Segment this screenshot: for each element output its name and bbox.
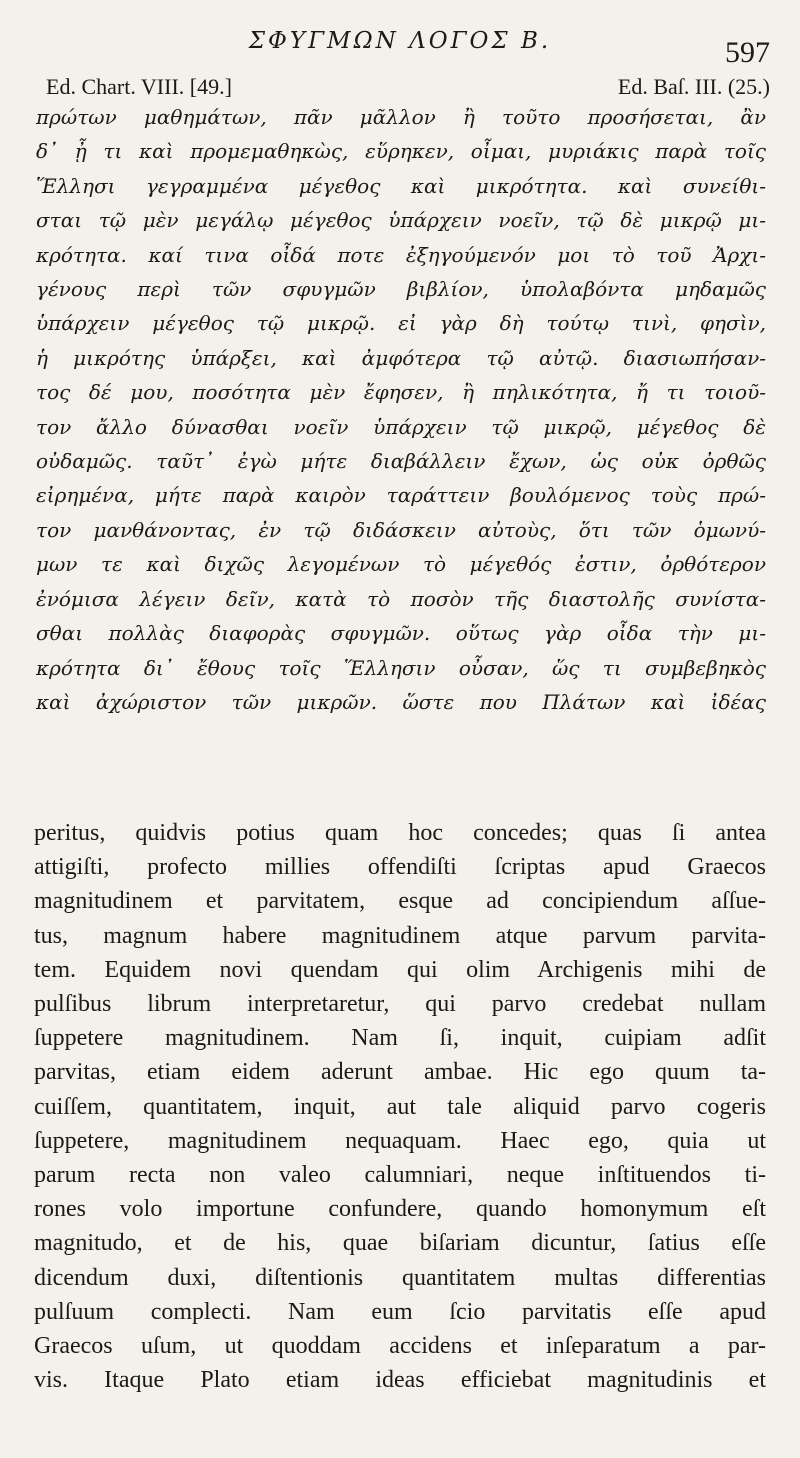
greek-line: ἐνόμισα λέγειν δεῖν, κατὰ τὸ ποσὸν τῆς διαστολῆς συνίστα- — [36, 586, 766, 611]
latin-line: pulſuum complecti. Nam eum ſcio parvitatis eſſe apud — [34, 1298, 766, 1325]
greek-line: τον μανθάνοντας, ἐν τῷ διδάσκειν αὐτοὺς, ὅτι τῶν ὁμωνύ- — [36, 517, 766, 542]
greek-line: εἰρημένα, μήτε παρὰ καιρὸν ταράττειν βουλόμενος τοὺς πρώ- — [36, 483, 766, 508]
latin-line: rones volo importune confundere, quando homonymum eſt — [34, 1196, 766, 1223]
latin-line: dicendum duxi, diſtentionis quantitatem multas differentias — [34, 1264, 766, 1291]
latin-line: parum recta non valeo calumniari, neque inſtituendos ti- — [34, 1162, 766, 1189]
greek-line: Ἕλλησι γεγραμμένα μέγεθος καὶ μικρότητα. καὶ συνείθι- — [36, 173, 766, 198]
greek-line: πρώτων μαθημάτων, πᾶν μᾶλλον ἢ τοῦτο προσήσεται, ἂν — [36, 105, 766, 129]
latin-line: attigiſti, profecto millies offendiſti ſcriptas apud Graecos — [34, 854, 766, 881]
latin-line: pulſibus librum interpretaretur, qui parvo credebat nullam — [34, 991, 766, 1018]
greek-line: κρότητα δι᾽ ἔθους τοῖς Ἕλλησιν οὖσαν, ὥς τι συμβεβηκὸς — [36, 655, 766, 680]
edition-reference-right: Ed. Baſ. III. (25.) — [617, 74, 770, 99]
greek-line: οὐδαμῶς. ταῦτ᾽ ἐγὼ μήτε διαβάλλειν ἔχων, ὡς οὐκ ὀρθῶς — [36, 449, 766, 474]
latin-line: magnitudinem et parvitatem, esque ad concipiendum aſſue- — [34, 888, 766, 915]
latin-line: peritus, quidvis potius quam hoc concedes; quas ſi antea — [34, 820, 766, 846]
latin-line: Graecos uſum, ut quoddam accidens et inſeparatum a par- — [34, 1333, 766, 1360]
latin-line: ſuppetere, magnitudinem nequaquam. Haec ego, quia ut — [34, 1127, 766, 1154]
greek-line: σται τῷ μὲν μεγάλῳ μέγεθος ὑπάρχειν νοεῖν, τῷ δὲ μικρῷ μι- — [36, 208, 766, 233]
greek-line: δ᾽ ᾖ τι καὶ προμεμαθηκὼς, εὕρηκεν, οἶμαι, μυριάκις παρὰ τοῖς — [36, 139, 766, 164]
page-number: 597 — [725, 36, 770, 69]
greek-text-block — [36, 100, 766, 719]
greek-line: ὑπάρχειν μέγεθος τῷ μικρῷ. εἰ γὰρ δὴ τούτῳ τινὶ, φησὶν, — [36, 311, 766, 336]
greek-line: γένους περὶ τῶν σφυγμῶν βιβλίον, ὑπολαβόντα μηδαμῶς — [36, 277, 766, 302]
latin-text-block — [34, 816, 766, 1397]
latin-line: tem. Equidem novi quendam qui olim Archigenis mihi de — [34, 956, 766, 983]
greek-line: κρότητα. καί τινα οἶδά ποτε ἐξηγούμενόν μοι τὸ τοῦ Ἀρχι- — [36, 242, 766, 267]
greek-line: τος δέ μου, ποσότητα μὲν ἔφησεν, ἢ πηλικότητα, ἤ τι τοιοῦ- — [36, 380, 766, 405]
greek-line: καὶ ἀχώριστον τῶν μικρῶν. ὥστε που Πλάτων καὶ ἰδέας — [36, 689, 766, 714]
latin-line: magnitudo, et de his, quae biſariam dicuntur, ſatius eſſe — [34, 1230, 766, 1257]
greek-line: σθαι πολλὰς διαφορὰς σφυγμῶν. οὕτως γὰρ οἶδα τὴν μι- — [36, 621, 766, 646]
greek-line: ἡ μικρότης ὑπάρξει, καὶ ἀμφότερα τῷ αὐτῷ. διασιωπήσαν- — [36, 345, 766, 370]
latin-line: tus, magnum habere magnitudinem atque parvum parvita- — [34, 922, 766, 949]
latin-line: parvitas, etiam eidem aderunt ambae. Hic ego quum ta- — [34, 1059, 766, 1086]
edition-reference-left: Ed. Chart. VIII. [49.] — [46, 74, 232, 99]
greek-line: τον ἄλλο δύνασθαι νοεῖν ὑπάρχειν τῷ μικρῷ, μέγεθος δὲ — [36, 414, 766, 439]
greek-line: μων τε καὶ διχῶς λεγομένων τὸ μέγεθός ἐστιν, ὀρθότερον — [36, 552, 766, 577]
latin-line: ſuppetere magnitudinem. Nam ſi, inquit, cuipiam adſit — [34, 1025, 766, 1052]
latin-line: cuiſſem, quantitatem, inquit, aut tale aliquid parvo cogeris — [34, 1093, 766, 1120]
latin-line: vis. Itaque Plato etiam ideas efficiebat magnitudinis et — [34, 1367, 766, 1394]
running-title: ΣΦΥΓΜΩΝ ΛΟΓΟΣ Β. — [248, 28, 552, 54]
